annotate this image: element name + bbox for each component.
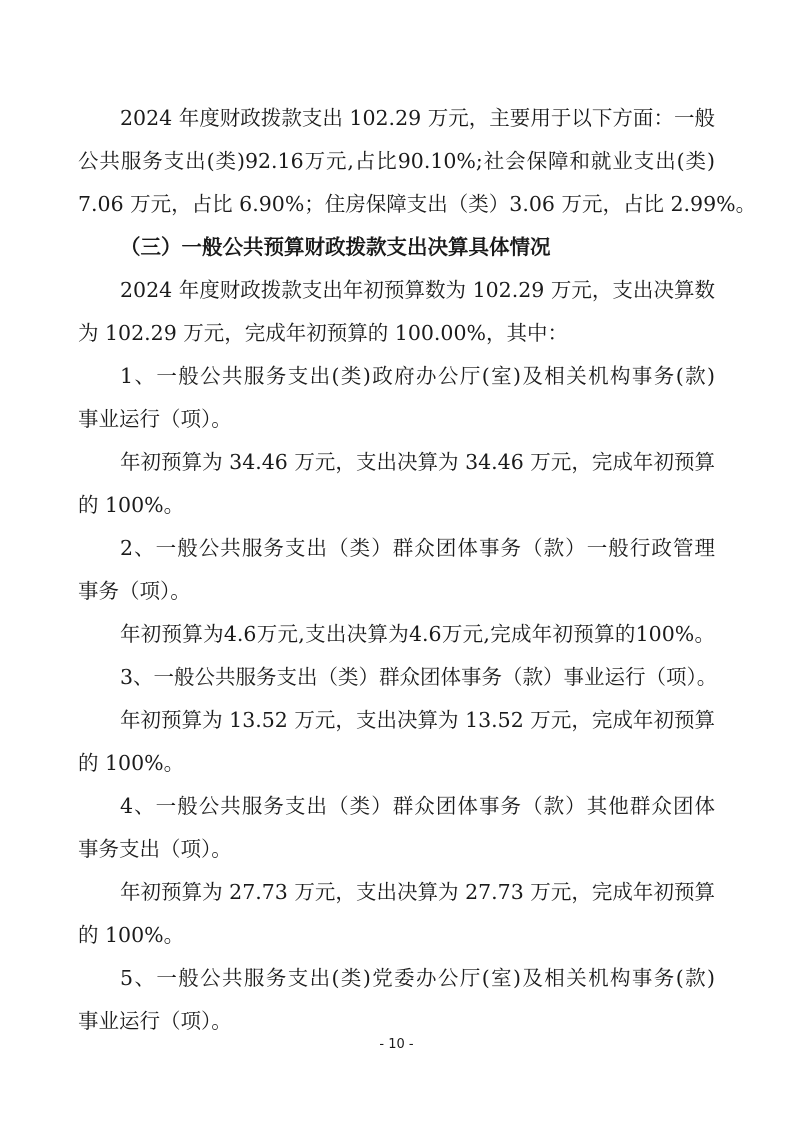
list-item-title: 2、一般公共服务支出（类）群众团体事务（款）一般行政管理 bbox=[120, 536, 715, 560]
text-line: 7.06 万元，占比 6.90%；住房保障支出（类）3.06 万元，占比 2.99%。 bbox=[78, 192, 757, 216]
text-line: 2024 年度财政拨款支出 102.29 万元，主要用于以下方面：一般 bbox=[120, 106, 715, 130]
text-line: 公共服务支出(类)92.16万元,占比90.10%;社会保障和就业支出(类) bbox=[78, 149, 715, 173]
text-line: 的 100%。 bbox=[78, 923, 185, 947]
text-line: 的 100%。 bbox=[78, 751, 185, 775]
text-line: 年初预算为 13.52 万元，支出决算为 13.52 万元，完成年初预算 bbox=[120, 708, 715, 732]
list-item-title: 3、一般公共服务支出（类）群众团体事务（款）事业运行（项）。 bbox=[120, 665, 718, 689]
list-item-title: 事务支出（项）。 bbox=[78, 837, 232, 861]
page-number: - 10 - bbox=[379, 1037, 414, 1052]
list-item-title: 1、一般公共服务支出(类)政府办公厅(室)及相关机构事务(款) bbox=[120, 364, 715, 388]
text-line: 为 102.29 万元，完成年初预算的 100.00%，其中： bbox=[78, 321, 568, 345]
list-item-title: 事业运行（项）。 bbox=[78, 407, 232, 431]
list-item-title: 5、一般公共服务支出(类)党委办公厅(室)及相关机构事务(款) bbox=[120, 966, 715, 990]
list-item-title: 4、一般公共服务支出（类）群众团体事务（款）其他群众团体 bbox=[120, 794, 715, 818]
text-line: 年初预算为4.6万元,支出决算为4.6万元,完成年初预算的100%。 bbox=[120, 622, 715, 646]
text-line: 2024 年度财政拨款支出年初预算数为 102.29 万元，支出决算数 bbox=[120, 278, 715, 302]
list-item-title: 事务（项）。 bbox=[78, 579, 191, 603]
list-item-title: 事业运行（项）。 bbox=[78, 1009, 232, 1033]
text-line: 年初预算为 34.46 万元，支出决算为 34.46 万元，完成年初预算 bbox=[120, 450, 715, 474]
text-line: 年初预算为 27.73 万元，支出决算为 27.73 万元，完成年初预算 bbox=[120, 880, 715, 904]
section-heading: （三）一般公共预算财政拨款支出决算具体情况 bbox=[120, 235, 551, 259]
text-line: 的 100%。 bbox=[78, 493, 185, 517]
